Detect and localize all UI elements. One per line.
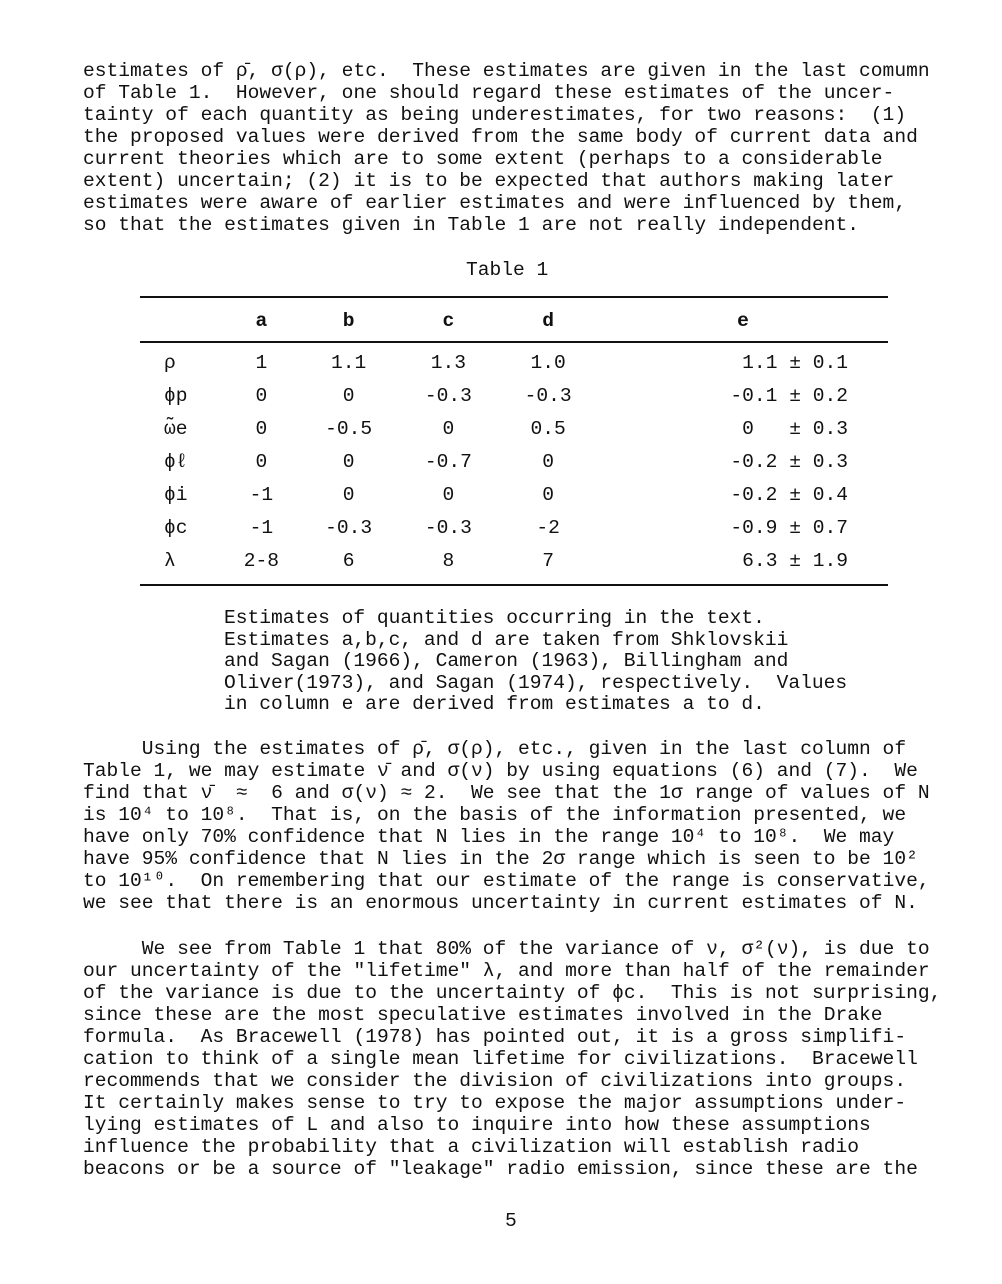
- table-cell: 2-8: [243, 549, 280, 572]
- table-cell: -1: [249, 483, 274, 506]
- text-line: of Table 1. However, one should regard these estimates of the uncer-: [83, 82, 895, 104]
- paragraph-2: [83, 738, 930, 914]
- text-line: and Sagan (1966), Cameron (1963), Billingham and: [224, 650, 789, 672]
- text-line: recommends that we consider the division of civilizations into groups.: [83, 1070, 907, 1092]
- table-row: [140, 544, 888, 577]
- table-cell: -2: [536, 516, 560, 539]
- column-header: a: [255, 310, 268, 332]
- table-cell: 0: [542, 483, 554, 506]
- text-line: in column e are derived from estimates a to d.: [224, 693, 765, 715]
- table-cell: 6: [342, 549, 355, 572]
- data-table: [140, 306, 888, 577]
- text-line: find that ν̄ ≈ 6 and σ(ν) ≈ 2. We see that the 1σ range of values of N: [83, 782, 930, 804]
- table-top-rule: [140, 296, 888, 298]
- text-line: of the variance is due to the uncertainty of ϕc. This is not surprising,: [83, 982, 942, 1004]
- table-cell: 1.3: [430, 351, 467, 374]
- table-cell: -0.2 ± 0.3: [730, 450, 848, 473]
- table-cell: 0: [542, 450, 554, 473]
- paragraph-3: [83, 938, 941, 1180]
- text-line: to 10¹⁰. On remembering that our estimate of the range is conservative,: [83, 870, 930, 892]
- text-line: our uncertainty of the "lifetime" λ, and more than half of the remainder: [83, 960, 930, 982]
- table-cell: 8: [442, 549, 455, 572]
- table-cell: 1.0: [530, 351, 566, 374]
- table-cell: 0: [255, 417, 268, 440]
- table-cell: 6.3 ± 1.9: [742, 549, 848, 572]
- row-label: ϕℓ: [164, 450, 188, 473]
- column-header: b: [342, 310, 355, 332]
- text-line: lying estimates of L and also to inquire into how these assumptions: [83, 1114, 871, 1136]
- table-cell: 0: [442, 483, 455, 506]
- table-cell: 0: [342, 384, 355, 407]
- text-line: the proposed values were derived from the same body of current data and: [83, 126, 918, 148]
- table-caption: [224, 608, 847, 716]
- text-line: current theories which are to some extent (perhaps to a considerable: [83, 148, 883, 170]
- table-cell: -0.3: [325, 516, 373, 539]
- text-line: extent) uncertain; (2) it is to be expected that authors making later: [83, 170, 895, 192]
- text-line: It certainly makes sense to try to expose the major assumptions under-: [83, 1092, 907, 1114]
- text-line: Estimates of quantities occurring in the text.: [224, 607, 765, 629]
- text-line: formula. As Bracewell (1978) has pointed out, it is a gross simplifi-: [83, 1026, 907, 1048]
- table-bottom-rule: [140, 584, 888, 586]
- text-line: Estimates a,b,c, and d are taken from Shklovskii: [224, 628, 789, 651]
- text-line: Oliver(1973), and Sagan (1974), respectively. Values: [224, 671, 848, 694]
- text-line: so that the estimates given in Table 1 are not really independent.: [83, 214, 860, 236]
- table-cell: -0.3: [424, 384, 472, 407]
- table-row: [140, 511, 888, 544]
- column-header: d: [542, 310, 554, 332]
- table-cell: -0.3: [424, 516, 472, 539]
- table-row: [140, 478, 888, 511]
- row-label: ϕc: [164, 516, 188, 539]
- table-cell: -0.9 ± 0.7: [730, 516, 848, 539]
- table-cell: 0: [255, 384, 268, 407]
- table-cell: -0.5: [325, 417, 373, 440]
- table-row: [140, 445, 888, 478]
- text-line: influence the probability that a civilization will establish radio: [83, 1136, 860, 1158]
- table-cell: -0.3: [524, 384, 572, 407]
- table-cell: 0 ± 0.3: [742, 417, 848, 440]
- text-line: since these are the most speculative estimates involved in the Drake: [83, 1004, 883, 1026]
- table-cell: 0: [442, 417, 455, 440]
- text-line: estimates of ρ̄, σ(ρ), etc. These estimates are given in the last comumn: [83, 60, 930, 82]
- table-cell: 0: [342, 450, 355, 473]
- text-line: is 10⁴ to 10⁸. That is, on the basis of the information presented, we: [83, 804, 907, 826]
- row-label: ω̃e: [164, 417, 188, 440]
- text-line: cation to think of a single mean lifetime for civilizations. Bracewell: [83, 1048, 918, 1070]
- text-line: We see from Table 1 that 80% of the variance of ν, σ²(ν), is due to: [83, 938, 930, 960]
- text-line: have 95% confidence that N lies in the 2σ range which is seen to be 10²: [83, 848, 918, 870]
- table-cell: 0: [255, 450, 268, 473]
- text-line: Using the estimates of ρ̄, σ(ρ), etc., given in the last column of: [83, 738, 907, 760]
- table-cell: -0.7: [424, 450, 472, 473]
- table-row: [140, 346, 888, 379]
- page-number: 5: [505, 1210, 517, 1232]
- column-header: e: [737, 310, 749, 332]
- column-header: c: [442, 310, 455, 332]
- row-label: ϕi: [164, 483, 188, 506]
- table-row: [140, 379, 888, 412]
- table-cell: -0.2 ± 0.4: [730, 483, 848, 506]
- table-cell: 1: [255, 351, 268, 374]
- text-line: Table 1, we may estimate ν̄ and σ(ν) by using equations (6) and (7). We: [83, 760, 918, 782]
- table-cell: 0: [342, 483, 355, 506]
- text-line: beacons or be a source of "leakage" radio emission, since these are the: [83, 1158, 918, 1180]
- text-line: have only 70% confidence that N lies in the range 10⁴ to 10⁸. We may: [83, 826, 895, 848]
- table-cell: -0.1 ± 0.2: [730, 384, 848, 407]
- table-title: Table 1: [466, 259, 549, 281]
- row-label: ρ: [164, 351, 176, 374]
- row-label: ϕp: [164, 384, 188, 407]
- row-label: λ: [164, 549, 176, 572]
- table-cell: 1.1: [331, 351, 367, 374]
- table-cell: 1.1 ± 0.1: [742, 351, 848, 374]
- paragraph-1: [83, 60, 930, 236]
- column-header: [140, 306, 224, 336]
- text-line: tainty of each quantity as being underestimates, for two reasons: (1): [83, 104, 907, 126]
- text-line: estimates were aware of earlier estimates and were influenced by them,: [83, 192, 907, 214]
- header-row: [140, 306, 888, 336]
- text-line: we see that there is an enormous uncertainty in current estimates of N.: [83, 892, 918, 914]
- table-cell: 0.5: [530, 417, 566, 440]
- table-cell: -1: [249, 516, 274, 539]
- table-row: [140, 412, 888, 445]
- table-cell: 7: [542, 549, 554, 572]
